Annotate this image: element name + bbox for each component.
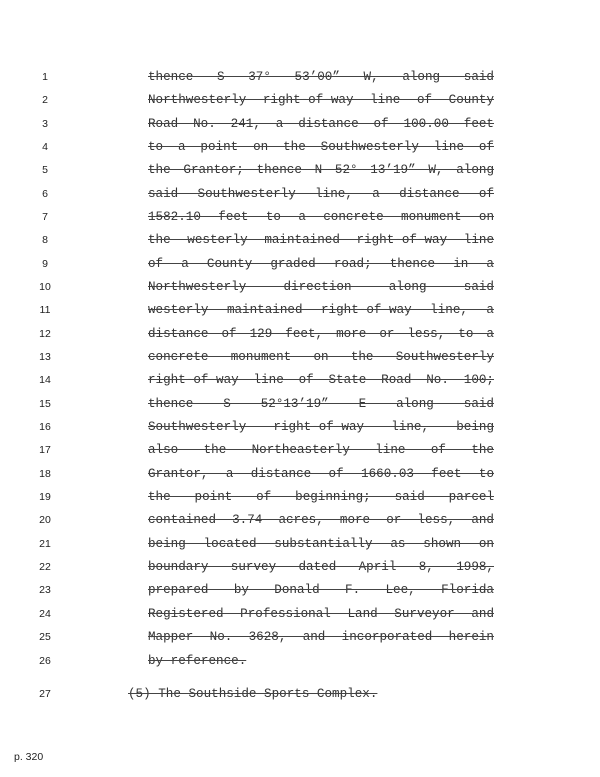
line-number: 12 [39, 328, 51, 340]
struck-text-line: by reference. [148, 654, 247, 668]
struck-text-line: Grantor, a distance of 1660.03 feet to [148, 467, 494, 481]
struck-text-line: being located substantially as shown on [148, 537, 494, 551]
line-number: 20 [39, 514, 51, 526]
line-number: 11 [39, 304, 51, 316]
struck-text-line: the Grantor; thence N 52° 13’19” W, along [148, 163, 494, 177]
line-number: 14 [39, 374, 51, 386]
struck-text-line: right-of-way line of State Road No. 100; [148, 373, 494, 387]
line-number: 23 [39, 584, 51, 596]
line-number: 8 [42, 234, 48, 246]
line-number: 26 [39, 655, 51, 667]
page-number: p. 320 [14, 751, 44, 763]
line-number: 17 [39, 444, 51, 456]
struck-text-line: Road No. 241, a distance of 100.00 feet [148, 117, 494, 131]
struck-text-line: thence S 52°13’19” E along said [148, 397, 494, 411]
line-number: 5 [42, 164, 48, 176]
struck-text-line: of a County graded road; thence in a [148, 257, 494, 271]
line-number: 18 [39, 468, 51, 480]
struck-text-line: boundary survey dated April 8, 1998, [148, 560, 494, 574]
line-number: 6 [42, 188, 48, 200]
struck-text-line: Northwesterly direction along said [148, 280, 494, 294]
line-number: 27 [39, 688, 51, 700]
line-number: 3 [42, 118, 48, 130]
line-number: 24 [39, 608, 51, 620]
struck-text-line: Northwesterly right-of-way line of County [148, 93, 494, 107]
line-number: 9 [42, 258, 48, 270]
line-number: 10 [39, 281, 51, 293]
line-number: 13 [39, 351, 51, 363]
line-number: 7 [42, 211, 48, 223]
line-number: 19 [39, 491, 51, 503]
struck-text-line: concrete monument on the Southwesterly [148, 350, 494, 364]
line-number: 1 [42, 71, 48, 83]
line-number: 22 [39, 561, 51, 573]
struck-text-line: thence S 37° 53’00” W, along said [148, 70, 494, 84]
struck-text-line: to a point on the Southwesterly line of [148, 140, 494, 154]
line-number: 4 [42, 141, 48, 153]
struck-section-heading: (5) The Southside Sports Complex. [128, 687, 378, 701]
line-number: 16 [39, 421, 51, 433]
struck-text-line: the westerly maintained right-of-way line [148, 233, 494, 247]
struck-text-line: Registered Professional Land Surveyor and [148, 607, 494, 621]
line-number: 21 [39, 538, 51, 550]
struck-text-line: also the Northeasterly line of the [148, 443, 494, 457]
line-number: 15 [39, 398, 51, 410]
struck-text-line: distance of 129 feet, more or less, to a [148, 327, 494, 341]
struck-text-line: Southwesterly right-of-way line, being [148, 420, 494, 434]
struck-text-line: 1582.10 feet to a concrete monument on [148, 210, 494, 224]
struck-text-line: the point of beginning; said parcel [148, 490, 494, 504]
struck-text-line: westerly maintained right-of-way line, a [148, 303, 494, 317]
struck-text-line: said Southwesterly line, a distance of [148, 187, 494, 201]
struck-text-line: Mapper No. 3628, and incorporated herein [148, 630, 494, 644]
struck-text-line: contained 3.74 acres, more or less, and [148, 513, 494, 527]
line-number: 2 [42, 94, 48, 106]
line-number: 25 [39, 631, 51, 643]
struck-text-line: prepared by Donald F. Lee, Florida [148, 583, 494, 597]
